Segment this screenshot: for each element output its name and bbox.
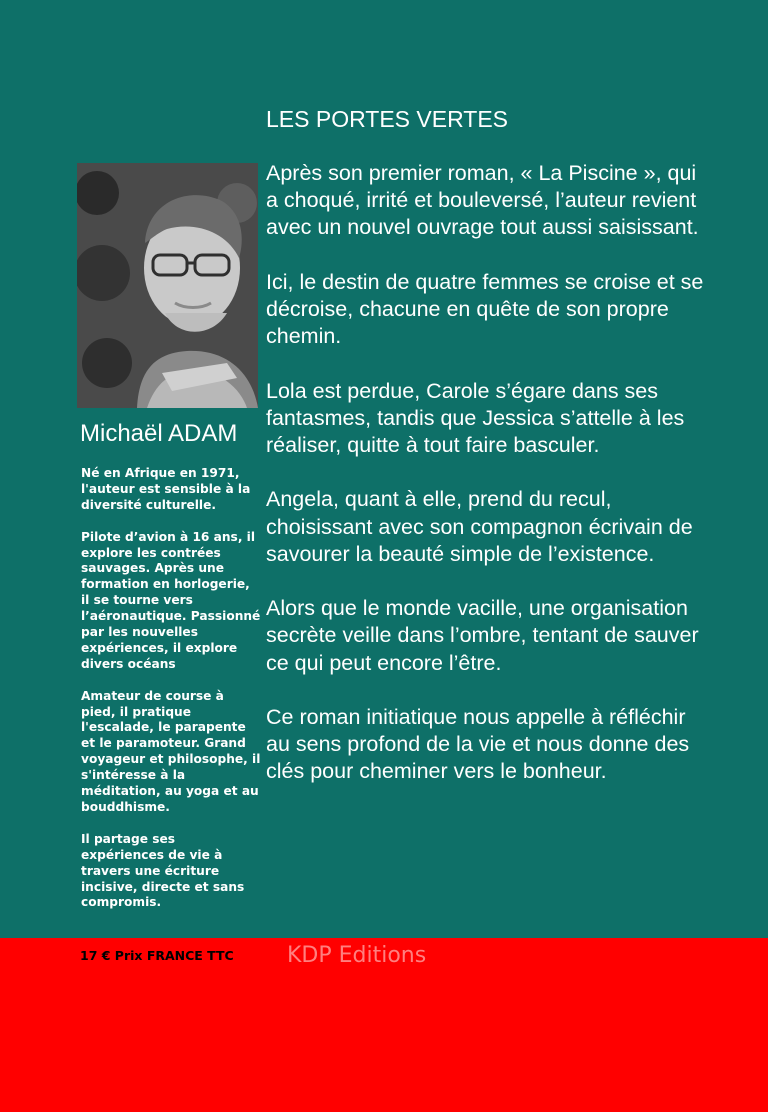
book-blurb (266, 160, 706, 813)
blurb-paragraph: Ce roman initiatique nous appelle à réfléchir au sens profond de la vie et nous donne des clés pour cheminer vers le bonheur. (266, 704, 690, 784)
blurb-paragraph: Après son premier roman, « La Piscine », qui a choqué, irrité et bouleversé, l’auteur revient avec un nouvel ouvrage tout aussi saisissant. (266, 161, 699, 240)
price-label: 17 € Prix FRANCE TTC (80, 948, 234, 963)
blurb-paragraph: Ici, le destin de quatre femmes se croise et se décroise, chacune en quête de son propre chemin. (266, 269, 704, 349)
bio-paragraph: Il partage ses expériences de vie à travers une écriture incisive, directe et sans compromis. (81, 831, 245, 910)
bio-paragraph: Pilote d’avion à 16 ans, il explore les contrées sauvages. Après une formation en horlogerie, il se tourne vers l’aéronautique. Passionné par les nouvelles expériences, il explore divers océans (81, 529, 261, 671)
book-title: LES PORTES VERTES (266, 106, 509, 132)
author-photo (77, 163, 258, 408)
publisher-label: KDP Editions (287, 943, 427, 968)
bio-paragraph: Amateur de course à pied, il pratique l'escalade, le parapente et le paramoteur. Grand voyageur et philosophe, il s'intéresse à la méditation, au yoga et au bouddhisme. (81, 688, 261, 814)
blurb-paragraph: Alors que le monde vacille, une organisation secrète veille dans l’ombre, tentant de sauver ce qui peut encore l’être. (266, 596, 699, 675)
author-name: Michaël ADAM (80, 420, 238, 447)
author-bio (81, 466, 261, 927)
bio-paragraph: Né en Afrique en 1971, l'auteur est sensible à la diversité culturelle. (81, 466, 251, 512)
blurb-paragraph: Angela, quant à elle, prend du recul, choisissant avec son compagnon écrivain de savourer la beauté simple de l’existence. (266, 487, 693, 566)
blurb-paragraph: Lola est perdue, Carole s’égare dans ses fantasmes, tandis que Jessica s’attelle à les réaliser, quitte à tout faire basculer. (266, 378, 685, 457)
